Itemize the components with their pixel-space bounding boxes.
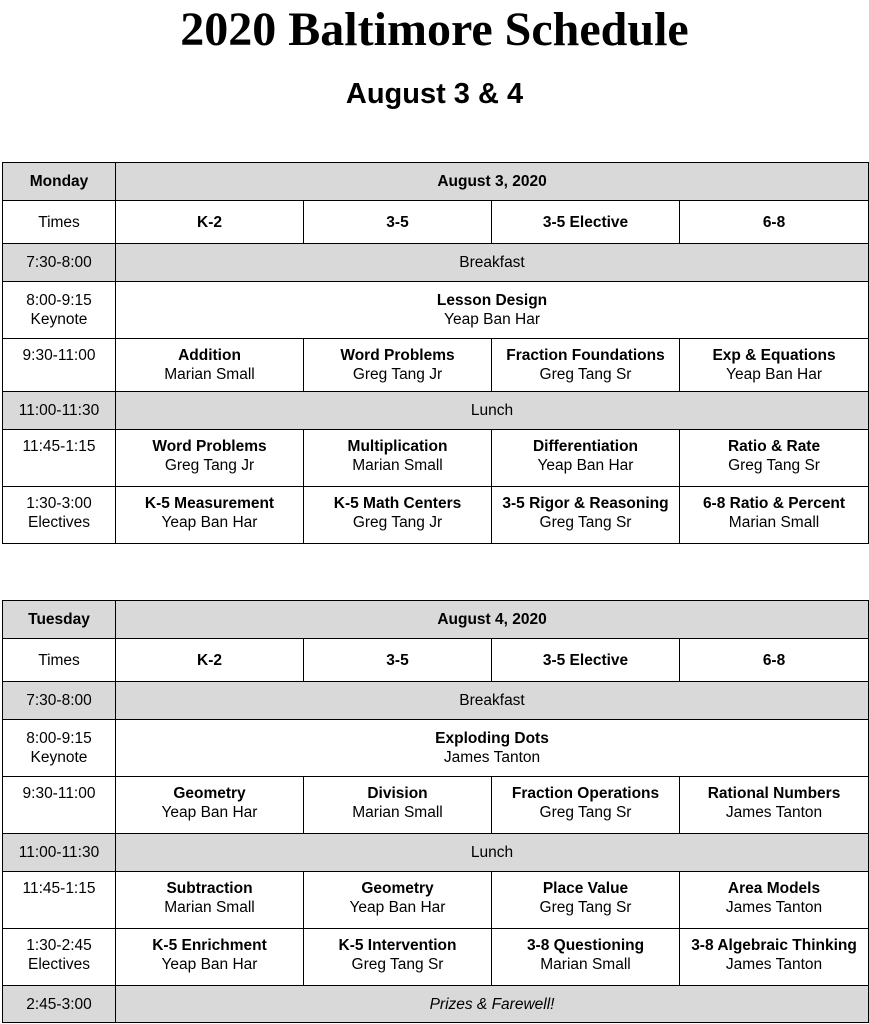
session-presenter: James Tanton [725,956,823,973]
session-title: Geometry [173,785,246,802]
session-title: 6-8 Ratio & Percent [702,495,846,512]
session-cell [116,339,304,392]
session-title: Differentiation [532,438,639,455]
breakfast-time: 7:30-8:00 [3,244,116,282]
electives-row [3,929,869,986]
session-title: 3-8 Algebraic Thinking [691,937,857,954]
session-title: Addition [178,347,241,364]
electives-tag: Electives [27,514,91,531]
session-title: K-5 Math Centers [333,495,462,512]
page-subtitle: August 3 & 4 [345,78,524,110]
electives-time: 1:30-2:45 [26,937,92,954]
breakfast-label: Breakfast [116,244,869,282]
session-cell [116,872,304,929]
session-cell [680,777,869,834]
farewell-time: 2:45-3:00 [3,986,116,1023]
session-presenter: Marian Small [164,899,255,916]
lunch-label: Lunch [116,392,869,430]
session-presenter: Greg Tang Sr [539,899,632,916]
session1-time: 9:30-11:00 [3,339,116,392]
session-title: Ratio & Rate [727,438,821,455]
monday-schedule-table [2,162,869,544]
breakfast-label: Breakfast [116,682,869,720]
keynote-time: 8:00-9:15 [26,292,92,309]
session-cell [680,339,869,392]
keynote-row [3,720,869,777]
keynote-presenter: Yeap Ban Har [444,311,540,328]
electives-time: 1:30-3:00 [26,495,92,512]
times-header: Times [3,201,116,244]
session-cell [304,929,492,986]
session-cell [680,872,869,929]
session-presenter: Marian Small [352,457,443,474]
electives-tag: Electives [27,956,91,973]
session-title: Fraction Operations [511,785,660,802]
session-cell [492,777,680,834]
session-cell [116,777,304,834]
session-presenter: Marian Small [352,804,443,821]
keynote-time: 8:00-9:15 [26,730,92,747]
session1-row [3,777,869,834]
session-title: K-5 Enrichment [152,937,267,954]
session-presenter: Yeap Ban Har [161,514,258,531]
breakfast-time: 7:30-8:00 [3,682,116,720]
session-cell [116,929,304,986]
session-cell [492,487,680,544]
session-presenter: Marian Small [728,514,820,531]
elective-header: 3-5 Elective [492,639,680,682]
keynote-time-cell [3,282,116,339]
session-title: Area Models [727,880,821,897]
session-title: Fraction Foundations [506,347,665,364]
lunch-time: 11:00-11:30 [3,392,116,430]
day-header-row [3,601,869,639]
session-title: 3-8 Questioning [526,937,645,954]
day-date: August 4, 2020 [116,601,869,639]
times-header: Times [3,639,116,682]
session-title: Rational Numbers [707,785,841,802]
g68-header: 6-8 [680,639,869,682]
electives-row [3,487,869,544]
session-cell [304,872,492,929]
session-presenter: James Tanton [725,804,823,821]
electives-time-cell [3,487,116,544]
day-name: Tuesday [3,601,116,639]
session-presenter: Greg Tang Jr [164,457,255,474]
session-cell [116,487,304,544]
session-presenter: Greg Tang Sr [351,956,444,973]
session1-time: 9:30-11:00 [3,777,116,834]
session-presenter: Greg Tang Sr [539,366,632,383]
session-title: K-5 Intervention [338,937,457,954]
electives-time-cell [3,929,116,986]
session-cell [680,430,869,487]
session-presenter: Marian Small [540,956,631,973]
keynote-tag: Keynote [30,311,88,328]
session-title: K-5 Measurement [144,495,275,512]
session2-time: 11:45-1:15 [3,872,116,929]
session-presenter: Greg Tang Sr [539,514,632,531]
g35-header: 3-5 [304,639,492,682]
session-title: Division [367,785,428,802]
keynote-presenter: James Tanton [443,749,541,766]
keynote-cell [116,282,869,339]
session-cell [492,430,680,487]
breakfast-row [3,244,869,282]
session2-row [3,430,869,487]
session-cell [116,430,304,487]
session-presenter: Greg Tang Sr [728,457,820,474]
k2-header: K-2 [116,639,304,682]
session-cell [304,430,492,487]
keynote-row [3,282,869,339]
lunch-row [3,834,869,872]
g35-header: 3-5 [304,201,492,244]
session-presenter: Yeap Ban Har [537,457,634,474]
session-presenter: Greg Tang Jr [352,366,443,383]
session-cell [492,929,680,986]
column-header-row [3,201,869,244]
session-cell [492,339,680,392]
session2-time: 11:45-1:15 [3,430,116,487]
session-cell [680,929,869,986]
k2-header: K-2 [116,201,304,244]
page-title: 2020 Baltimore Schedule [180,3,689,56]
session-title: Place Value [542,880,629,897]
session-presenter: Yeap Ban Har [161,956,258,973]
session-title: Subtraction [166,880,253,897]
lunch-time: 11:00-11:30 [3,834,116,872]
session-presenter: James Tanton [725,899,823,916]
session-cell [304,339,492,392]
breakfast-row [3,682,869,720]
day-name: Monday [3,163,116,201]
session-title: Exp & Equations [712,347,836,364]
elective-header: 3-5 Elective [492,201,680,244]
session-cell [304,487,492,544]
g68-header: 6-8 [680,201,869,244]
keynote-title: Exploding Dots [435,730,549,747]
day-date: August 3, 2020 [116,163,869,201]
session-presenter: Greg Tang Jr [352,514,443,531]
session2-row [3,872,869,929]
day-header-row [3,163,869,201]
session-presenter: Marian Small [164,366,255,383]
session-presenter: Yeap Ban Har [161,804,258,821]
keynote-tag: Keynote [30,749,88,766]
session-presenter: Yeap Ban Har [726,366,822,383]
session-cell [680,487,869,544]
session-title: 3-5 Rigor & Reasoning [502,495,669,512]
session-cell [304,777,492,834]
keynote-title: Lesson Design [436,292,548,309]
session-title: Multiplication [347,438,448,455]
lunch-row [3,392,869,430]
farewell-row [3,986,869,1023]
keynote-cell [116,720,869,777]
column-header-row [3,639,869,682]
keynote-time-cell [3,720,116,777]
session-presenter: Yeap Ban Har [349,899,446,916]
session-title: Word Problems [152,438,267,455]
session-title: Geometry [361,880,434,897]
tuesday-schedule-table [2,600,869,1023]
session-cell [492,872,680,929]
session-title: Word Problems [340,347,455,364]
lunch-label: Lunch [116,834,869,872]
session-presenter: Greg Tang Sr [539,804,632,821]
session1-row [3,339,869,392]
farewell-label: Prizes & Farewell! [116,986,869,1023]
